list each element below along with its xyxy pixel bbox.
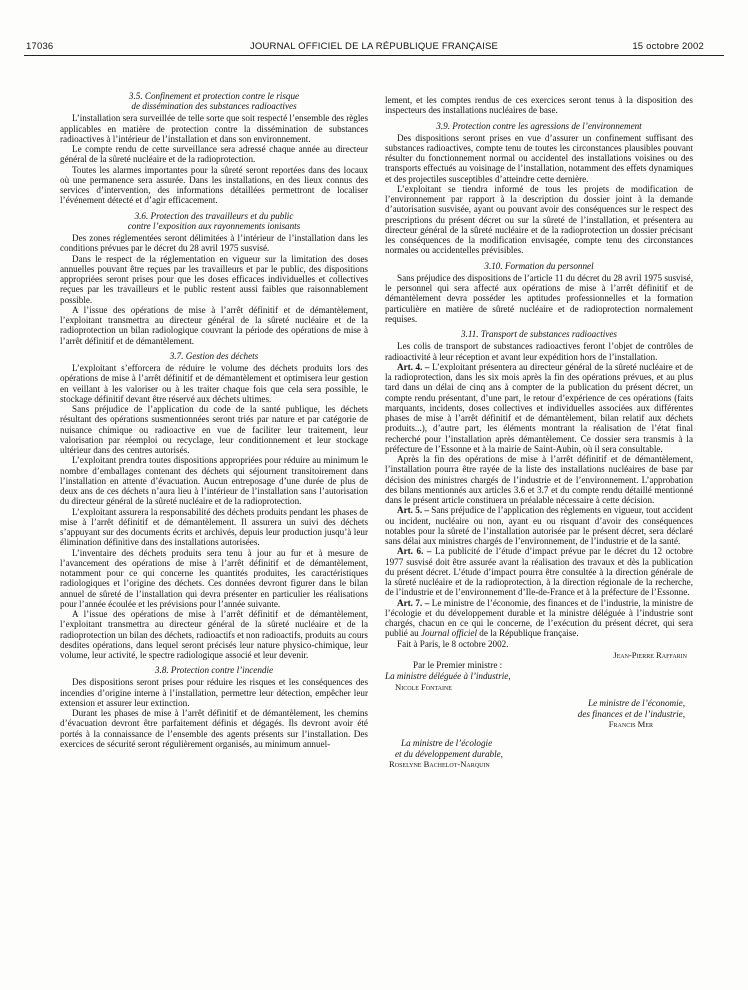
signatory-role: et du développement durable,	[395, 748, 503, 759]
article-6: Art. 6. – La publicité de l’étude d’impact prévue par le décret du 12 octobre 1977 susvisé doit être assurée avant la réalisation des travaux et dès la publication du présent décret. L’étude d’impact pourra être consultée à la direction générale de la sûreté nucléaire et de la radioprotection, à la direction régionale de la recherche, de l’industrie et de l’environnement d’Ile-de-France et à la préfecture de l’Essonne.	[385, 546, 693, 598]
article-label: Art. 6. –	[397, 546, 432, 557]
paragraph: L’exploitant s’efforcera de réduire le volume des déchets produits lors des opérations de mise à l’arrêt définitif et de démantèlement et optimisera leur gestion en veillant à les valoriser ou à les traiter chaque fois que cela sera possible, le stockage définitif devant être réservé aux déchets ultimes.	[60, 363, 368, 404]
article-4: Art. 4. – L’exploitant présentera au directeur général de la sûreté nucléaire et de la radioprotection, dans les six mois après la fin des opérations prévues, et au plus tard dans un délai de cinq ans à compter de la publication du présent décret, un compte rendu présentant, d’une part, le retour d’expérience de ces opérations (faits marquants, incidents, doses collectives et individuelles associées aux différentes phases de mise à l’arrêt définitif et de démantèlement, bilan relatif aux déchets produits...), d’autre part, les éléments montrant la réalisation de l’état final recherché pour l’installation après démantèlement. Ce dossier sera transmis à la préfecture de l’Essonne et à la mairie de Saint-Aubin, où il sera consultable.	[385, 361, 693, 454]
article-label: Art. 4. –	[397, 361, 430, 372]
paragraph: Sans préjudice de l’application du code de la santé publique, les déchets résultant des opérations susmentionnées seront triés par nature et par catégorie de nuisance chimique ou radioactive en vue de faciliter leur traitement, leur valorisation par réemploi ou recyclage, leur conditionnement et leur stockage ultérieur dans des centres autorisés.	[60, 404, 368, 456]
header-rule	[24, 55, 724, 56]
article-7: Art. 7. – Le ministre de l’économie, des finances et de l’industrie, la ministre de l’écologie et du développement durable et la ministre déléguée à l’industrie sont chargés, chacun en ce qui le concerne, de l’exécution du présent décret, qui sera publié au Journal officiel de la République française.	[385, 597, 693, 639]
section-heading: 3.9. Protection contre les agressions de l’environnement	[436, 120, 642, 131]
page-number: 17036	[26, 41, 54, 52]
section-heading: 3.6. Protection des travailleurs et du public contre l’exposition aux rayonnements ionisants	[127, 210, 301, 231]
section-heading: 3.7. Gestion des déchets	[169, 350, 259, 361]
signatory-role: La ministre de l’écologie	[401, 738, 493, 749]
section-heading: 3.5. Confinement et protection contre le risque de dissémination des substances radioactives	[128, 91, 300, 112]
left-column	[60, 91, 368, 749]
right-column	[385, 95, 693, 770]
paragraph: L’exploitant prendra toutes dispositions appropriées pour réduire au minimum le nombre d’emballages contenant des déchets qui séjournent transitoirement dans l’installation en attente d’évacuation. Aucun entreposage d’une durée de plus de deux ans de ces déchets n’aura lieu à l’intérieur de l’installation sans l’autorisation du directeur général de la sûreté nucléaire et de la radioprotection.	[60, 455, 368, 507]
section-heading: 3.10. Formation du personnel	[484, 260, 594, 271]
paragraph: L’exploitant assurera la responsabilité des déchets produits pendant les phases de mise à l’arrêt définitif et de démantèlement. Il assurera un suivi des déchets s’appuyant sur des documents écrits et archivés, depuis leur production jusqu’à leur élimination définitive dans des installations autorisées.	[60, 506, 368, 548]
paragraph: Les colis de transport de substances radioactives feront l’objet de contrôles de radioactivité à leur réception et avant leur expédition hors de l’installation.	[385, 341, 693, 362]
done-at: Fait à Paris, le 8 octobre 2002.	[397, 638, 509, 649]
paragraph: Après la fin des opérations de mise à l’arrêt définitif et de démantèlement, l’installation pourra être rayée de la liste des installations nucléaires de base par décision des ministres chargés de l’industrie et de l’environnement. L’approbation des bilans mentionnés aux articles 3.6 et 3.7 et du compte rendu détaillé mentionné dans le présent article constituera un préalable nécessaire à cette décision.	[385, 454, 693, 506]
paragraph: L’inventaire des déchets produits sera tenu à jour au fur et à mesure de l’avancement des opérations de mise à l’arrêt définitif et de démantèlement, notamment pour ce qui concerne les quantités produites, les caractéristiques radiologiques et l’origine des déchets. Ces données devront figurer dans le bilan annuel de sûreté de l’installation qui devra présenter en particulier les réalisations pour l’année écoulée et les prévisions pour l’année suivante.	[60, 547, 368, 609]
signatory-name: Roselyne Bachelot-Narquin	[389, 759, 490, 770]
signature-prime-minister: Jean-Pierre Raffarin	[613, 649, 687, 660]
paragraph: L’exploitant se tiendra informé de tous les projets de modification de l’environnement par rapport à la description du dossier joint à la demande d’autorisation susvisée, ayant ou pouvant avoir des conséquences sur le respect des prescriptions du présent décret ou sur la sûreté de l’installation, et présentera au directeur général de la sûreté nucléaire et de la radioprotection un dossier précisant les conséquences de la modification envisagée, compte tenu des circonstances normales ou accidentelles prévisibles.	[385, 183, 693, 256]
journal-title: JOURNAL OFFICIEL DE LA RÉPUBLIQUE FRANÇAISE	[249, 41, 499, 52]
article-label: Art. 7. –	[397, 597, 430, 608]
paragraph: L’installation sera surveillée de telle sorte que soit respecté l’ensemble des règles applicables en matière de protection contre la dissémination de substances radioactives à l’intérieur de l’installation et dans son environnement.	[60, 113, 368, 144]
paragraph-continued: lement, et les comptes rendus de ces exercices seront tenus à la disposition des inspecteurs des installations nucléaires de base.	[385, 95, 693, 116]
paragraph: Durant les phases de mise à l’arrêt définitif et de démantèlement, les chemins d’évacuation devront être parfaitement définis et dégagés. Ils devront avoir été portés à la connaissance de l’ensemble des agents présents sur l’installation. Des exercices de sécurité seront régulièrement organisés, au minimum annuel-	[60, 708, 368, 749]
signatory-role: Le ministre de l’économie,	[588, 698, 685, 709]
section-heading: 3.11. Transport de substances radioactives	[461, 329, 617, 340]
signature-block	[385, 650, 693, 770]
paragraph: Sans préjudice des dispositions de l’article 11 du décret du 28 avril 1975 susvisé, le personnel qui sera affecté aux opérations de mise à l’arrêt définitif et de démantèlement devra posséder les aptitudes professionnelles et la formation particulière en matière de sûreté nucléaire et de radioprotection normalement requises.	[385, 272, 693, 324]
signatory-name: Francis Mer	[608, 719, 653, 730]
article-label: Art. 5. –	[397, 505, 429, 516]
issue-date: 15 octobre 2002	[632, 41, 704, 52]
signatory-name: Nicole Fontaine	[395, 681, 452, 692]
paragraph: Des dispositions seront prises pour réduire les risques et les conséquences des incendies d’origine interne à l’installation, permettre leur détection, empêcher leur extension et assurer leur extinction.	[60, 677, 368, 708]
paragraph: A l’issue des opérations de mise à l’arrêt définitif et de démantèlement, l’exploitant transmettra au directeur général de la sûreté nucléaire et de la radioprotection un bilan des déchets, radioactifs et non radioactifs, produits au cours desdites opérations, dans lequel seront précisés leur nature physico-chimique, leur volume, leur activité, le spectre radiologique associé et leur devenir.	[60, 609, 368, 661]
section-heading: 3.8. Protection contre l’incendie	[154, 665, 274, 676]
paragraph: Toutes les alarmes importantes pour la sûreté seront reportées dans des locaux où une permanence sera assurée. Dans les installations, en des lieux connus des services d’intervention, des informations détaillées permettront de localiser l’événement détecté et d’agir efficacement.	[60, 164, 368, 206]
by-prime-minister: Par le Premier ministre :	[413, 660, 503, 671]
signatory-role: des finances et de l’industrie,	[577, 708, 685, 719]
paragraph: Dans le respect de la réglementation en vigueur sur la limitation des doses annuelles pouvant être reçues par les travailleurs et par le public, des dispositions appropriées seront prises pour que les doses efficaces individuelles et collectives reçues par les travailleurs et le public restent aussi faibles que raisonnablement possible.	[60, 253, 368, 305]
paragraph: Le compte rendu de cette surveillance sera adressé chaque année au directeur général de la sûreté nucléaire et de la radioprotection.	[60, 144, 368, 165]
article-5: Art. 5. – Sans préjudice de l’application des règlements en vigueur, tout accident ou incident, nucléaire ou non, ayant eu ou risquant d’avoir des conséquences notables pour la sûreté de l’installation autorisée par le présent décret, sera déclaré sans délai aux ministres chargés de l’environnement, de l’industrie et de la santé.	[385, 505, 693, 547]
paragraph: A l’issue des opérations de mise à l’arrêt définitif et de démantèlement, l’exploitant transmettra au directeur général de la sûreté nucléaire et de la radioprotection un bilan radiologique couvrant la période des opérations de mise à l’arrêt définitif et de démantèlement.	[60, 304, 368, 346]
paragraph: Des dispositions seront prises en vue d’assurer un confinement suffisant des substances radioactives, compte tenu de toutes les circonstances plausibles pouvant résulter du fonctionnement normal ou accidentel des installations voisines ou des transports effectués au voisinage de l’installation, notamment des effets dynamiques et des projectiles susceptibles d’atteindre cette dernière.	[385, 132, 693, 184]
signatory-role: La ministre déléguée à l’industrie,	[385, 671, 511, 682]
paragraph: Des zones réglementées seront délimitées à l’intérieur de l’installation dans les conditions prévues par le décret du 28 avril 1975 susvisé.	[60, 233, 368, 254]
